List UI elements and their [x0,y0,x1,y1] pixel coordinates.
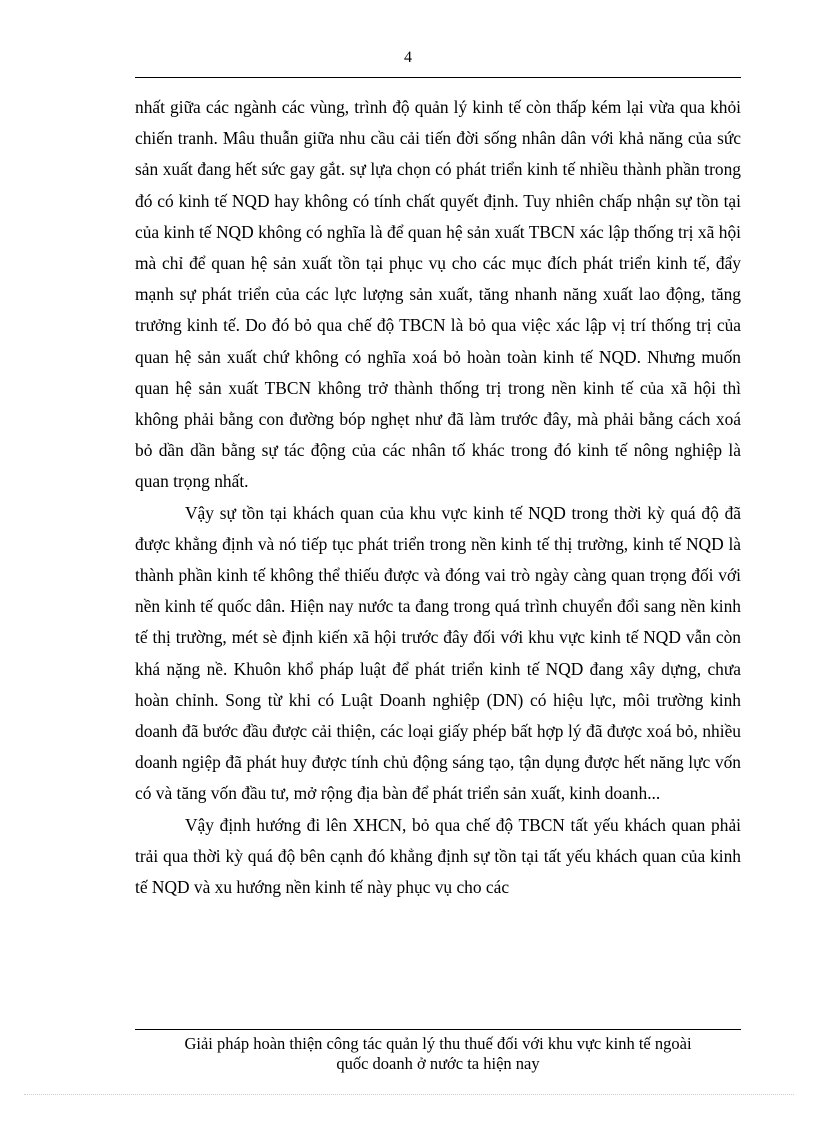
footer-rule [135,1029,741,1030]
page-edge [24,1094,794,1095]
paragraph-orientation: Vậy định hướng đi lên XHCN, bỏ qua chế độ TBCN tất yếu khách quan phải trải qua thời kỳ quá độ bên cạnh đó khẳng định sự tồn tại tất yếu khách quan của kinh tế NQD và xu hướng nền kinh tế này phục vụ cho các [135,814,741,898]
footer-title [135,1034,741,1074]
footer-title-line-1: Giải pháp hoàn thiện công tác quản lý thu thuế đối với khu vực kinh tế ngoài [184,1034,692,1053]
paragraph-existence: Vậy sự tồn tại khách quan của khu vực kinh tế NQD trong thời kỳ quá độ đã được khẳng định và nó tiếp tục phát triển trong nền kinh tế thị trường, kinh tế NQD là thành phần kinh tế không thể thiếu được và đóng vai trò ngày càng quan trọng đối với nền kinh tế quốc dân. Hiện nay nước ta đang trong quá trình chuyển đổi sang nền kinh tế thị trường, mét sè định kiến xã hội trước đây đối với khu vực kinh tế NQD vẫn còn khá nặng nề. Khuôn khổ pháp luật để phát triển kinh tế NQD đang xây dựng, chưa hoàn chỉnh. Song từ khi có Luật Doanh nghiệp (DN) có hiệu lực, môi trường kinh doanh đã bước đầu được cải thiện, các loại giấy phép bất hợp lý đã được xoá bỏ, nhiều doanh ngiệp đã phát huy được tính chủ động sáng tạo, tận dụng được hết năng lực vốn có và tăng vốn đầu tư, mở rộng địa bàn để phát triển sản xuất, kinh doanh... [135,502,741,804]
page-number: 4 [404,49,412,66]
body-text [135,92,741,903]
footer-title-line-2: quốc doanh ở nước ta hiện nay [336,1054,540,1073]
paragraph-continued: nhất giữa các ngành các vùng, trình độ quản lý kinh tế còn thấp kém lại vừa qua khỏi chiến tranh. Mâu thuẫn giữa nhu cầu cải tiến đời sống nhân dân với khả năng của sức sản xuất đang hết sức gay gắt. sự lựa chọn có phát triển kinh tế nhiều thành phần trong đó có kinh tế NQD hay không có tính chất quyết định. Tuy nhiên chấp nhận sự tồn tại của kinh tế NQD không có nghĩa là để quan hệ sản xuất TBCN xác lập thống trị xã hội mà chỉ để quan hệ sản xuất tồn tại phục vụ cho các mục đích phát triển kinh tế, đẩy mạnh sự phát triển của các lực lượng sản xuất, tăng nhanh năng xuất lao động, tăng trưởng kinh tế. Do đó bỏ qua chế độ TBCN là bỏ qua việc xác lập vị trí thống trị của quan hệ sản xuất chứ không có nghĩa xoá bỏ hoàn toàn kinh tế NQD. Nhưng muốn quan hệ sản xuất TBCN không trở thành thống trị trong nền kinh tế của xã hội thì không phải bằng con đường bóp nghẹt như đã làm trước đây, mà phải bằng cách xoá bỏ dần dần bằng sự tác động của các nhân tố khác trong đó kinh tế nông nghiệp là quan trọng nhất. [135,97,741,492]
header-rule [135,77,741,78]
